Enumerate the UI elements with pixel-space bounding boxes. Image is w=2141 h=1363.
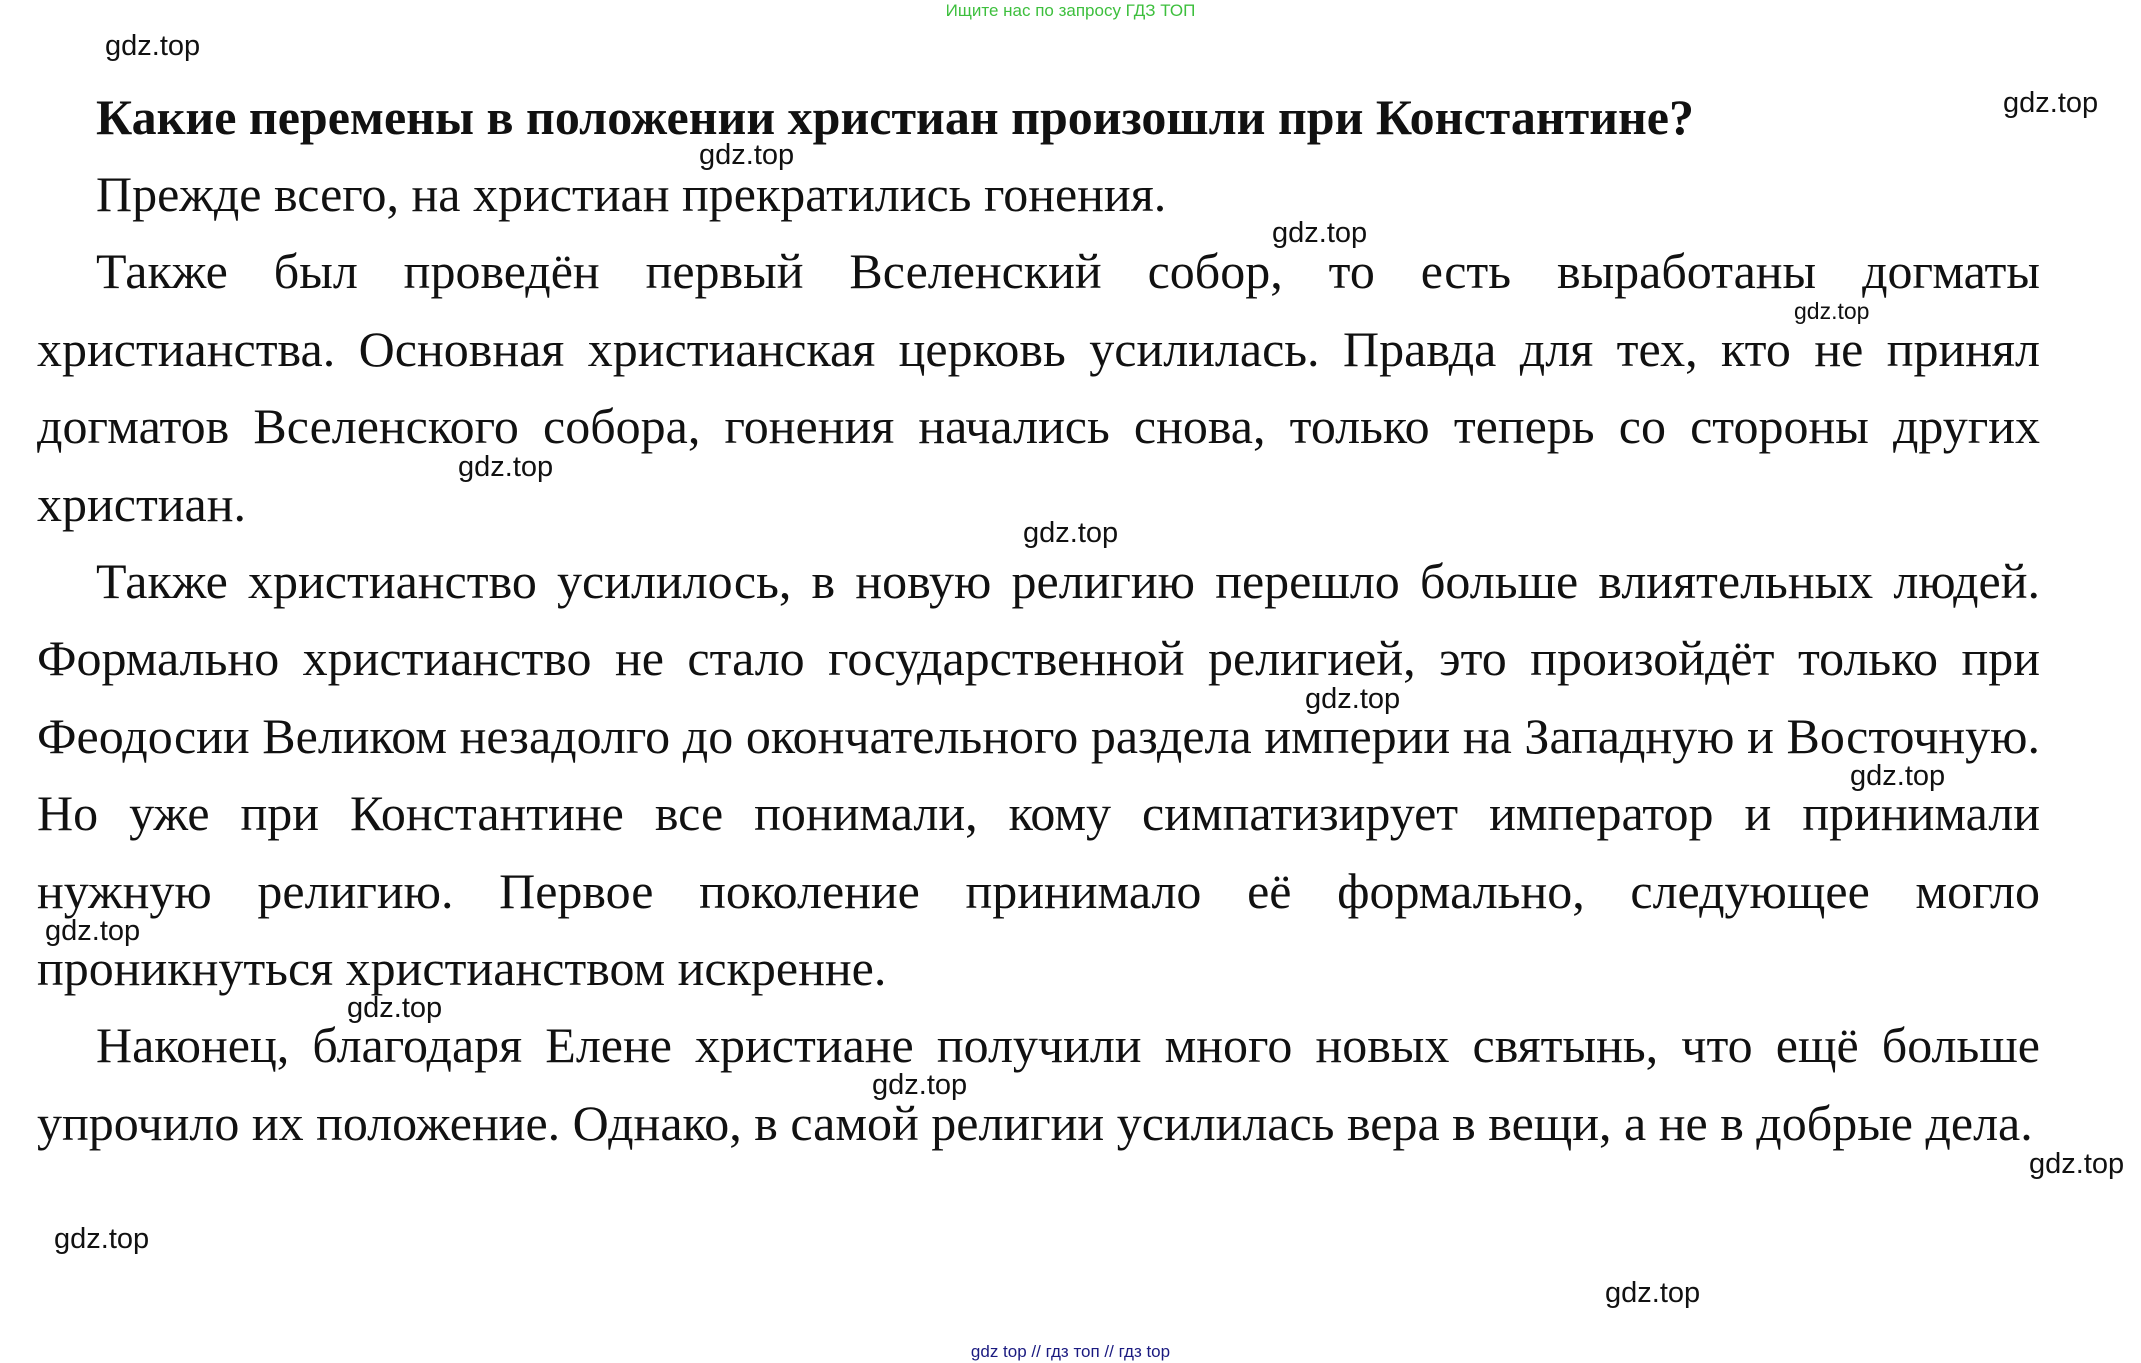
watermark: gdz.top <box>45 915 141 947</box>
watermark: gdz.top <box>54 1223 150 1255</box>
paragraph-1: Прежде всего, на христиан прекратились гонения. <box>96 166 1167 222</box>
watermark: gdz.top <box>1605 1277 1701 1309</box>
watermark: gdz.top <box>2003 87 2099 119</box>
bottom-banner: gdz top // гдз топ // гдз top <box>970 1342 1171 1361</box>
paragraph-4: Наконец, благодаря Елене христиане получили много новых святынь, что ещё больше упрочило их положение. Однако, в самой религии усилилась вера в вещи, а не в добрые дела. <box>37 1017 2040 1151</box>
paragraph-3: Также христианство усилилось, в новую религию перешло больше влиятельных людей. Формально христианство не стало государственной религией, это произойдёт только при Феодосии Великом незадолго до окончательного раздела империи на Западную и Восточную. Но уже при Константине все понимали, кому симпатизирует император и принимали нужную религию. Первое поколение принимало её формально, следующее могло проникнуться христианством искренне. <box>37 553 2040 997</box>
watermark: gdz.top <box>1305 683 1401 715</box>
watermark: gdz.top <box>458 451 554 483</box>
watermark: gdz.top <box>1850 760 1946 792</box>
watermark: gdz.top <box>347 992 443 1024</box>
watermark: gdz.top <box>872 1069 968 1101</box>
watermark: gdz.top <box>2029 1148 2125 1180</box>
question-heading: Какие перемены в положении христиан произошли при Константине? <box>96 89 1694 145</box>
top-banner: Ищите нас по запросу ГДЗ ТОП <box>945 1 1196 20</box>
watermark: gdz.top <box>1023 517 1119 549</box>
paragraph-2: Также был проведён первый Вселенский собор, то есть выработаны догматы христианства. Основная христианская церковь усилилась. Правда для тех, кто не принял догматов Вселенского собора, гонения начались снова, только теперь со стороны других христиан. <box>37 243 2040 532</box>
watermark: gdz.top <box>1794 298 1870 324</box>
document-body <box>37 78 2040 1162</box>
watermark: gdz.top <box>699 139 795 171</box>
watermark: gdz.top <box>1272 217 1368 249</box>
watermark: gdz.top <box>105 30 201 62</box>
